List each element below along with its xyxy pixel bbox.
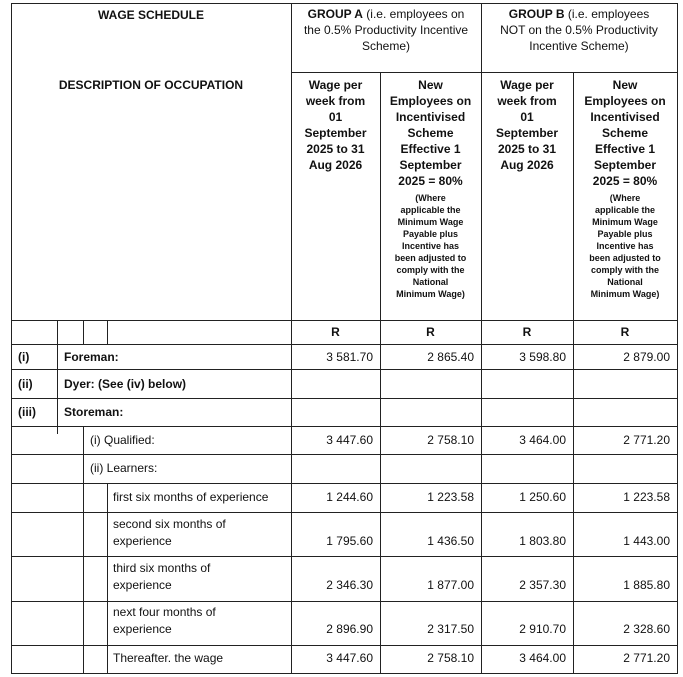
header-line: Effective 1 [594,142,656,156]
group-b-wage: 3 464.00 [519,433,566,447]
note-line: applicable the [594,205,656,215]
currency-label: R [426,325,435,339]
group-b-desc-2: NOT on the 0.5% Productivity [500,23,658,37]
group-a-new: 2 865.40 [427,350,474,364]
header-line: 01 [328,110,343,124]
rule [57,320,58,434]
row-number: (iii) [18,405,36,419]
row-label: (i) Qualified: [90,433,155,447]
group-b-new: 2 328.60 [623,622,670,636]
group-a-new: 1 436.50 [427,534,474,548]
rule [11,369,678,370]
rule [11,483,678,484]
note-line: National [412,277,449,287]
note-line: been adjusted to [589,253,661,263]
note-line: been adjusted to [394,253,467,263]
group-b-new: 2 879.00 [623,350,670,364]
group-a-new: 1 877.00 [427,578,474,592]
note-line: comply with the [396,265,465,275]
group-b-new: 2 771.20 [623,433,670,447]
header-line: week from [305,94,366,108]
rule [11,320,678,321]
description-heading: DESCRIPTION OF OCCUPATION [58,78,244,92]
note-line: applicable the [400,205,461,215]
row-label: second six months of [113,517,226,531]
group-b-desc-3: Incentive Scheme) [529,39,629,53]
group-b-new: 1 223.58 [623,490,670,504]
note-line: Payable plus [402,229,459,239]
rule [677,3,678,674]
group-a-new: 2 317.50 [427,622,474,636]
header-line: September [495,126,559,140]
group-b-new: 2 771.20 [623,651,670,665]
note-line: Incentive has [596,241,654,251]
note-line: Incentive has [401,241,460,251]
header-line: Incentivised [590,110,660,124]
header-line: Wage per [500,78,554,92]
header-line: week from [497,94,557,108]
note-line: Payable plus [597,229,653,239]
header-line: Effective 1 [400,142,461,156]
group-b-desc: (i.e. employees [564,7,650,21]
group-b-heading [481,6,677,22]
group-b-wage: 3 464.00 [519,651,566,665]
rule [11,3,12,674]
note-line: Minimum Wage [592,217,658,227]
rule [11,398,678,399]
rule [11,673,678,674]
group-a-wage: 3 447.60 [326,433,373,447]
group-a-heading [291,6,481,22]
group-b-wage: 1 803.80 [519,534,566,548]
group-a-desc-2: the 0.5% Productivity Incentive [303,23,469,37]
rule [11,454,678,455]
group-a-wage: 2 896.90 [326,622,373,636]
rule [11,426,678,427]
group-b-new: 1 443.00 [623,534,670,548]
header-line: Employees on [584,94,666,108]
group-a-wage: 3 447.60 [326,651,373,665]
group-b-wage: 3 598.80 [519,350,566,364]
rule [107,483,108,674]
header-line: Incentivised [395,110,466,124]
row-label: Foreman: [64,350,119,364]
rule [107,320,108,344]
rule [83,426,84,674]
header-line: 01 [520,110,534,124]
note-line: Minimum Wage) [396,289,465,299]
row-label: (ii) Learners: [90,461,158,475]
header-line: September [304,126,367,140]
header-line: 2025 to 31 [306,142,365,156]
group-b-label: GROUP B [508,7,565,21]
note-line: (Where [415,193,446,203]
header-line: 2025 = 80% [398,174,463,188]
header-line: September [399,158,462,172]
currency-label: R [522,325,532,339]
group-a-wage: 3 581.70 [326,350,373,364]
group-a-desc-3: Scheme) [361,39,411,53]
row-number: (ii) [18,377,33,391]
rule [11,601,678,602]
row-number: (i) [18,350,30,364]
note-line: comply with the [590,265,659,275]
rule [291,72,678,73]
row-label: first six months of experience [113,490,269,504]
group-a-wage: 2 346.30 [326,578,373,592]
row-label-line-2: experience [113,578,172,592]
header-line: New [612,78,638,92]
wage-schedule-heading: WAGE SCHEDULE [97,8,204,22]
row-label: Storeman: [64,405,124,419]
group-a-label: GROUP A [307,7,363,21]
currency-label: R [331,325,340,339]
row-label-line-2: experience [113,622,172,636]
rule [11,3,678,4]
row-label: next four months of [113,605,216,619]
group-b-wage: 1 250.60 [519,490,566,504]
group-b-wage: 2 910.70 [519,622,566,636]
row-label: third six months of [113,561,211,575]
group-b-new: 1 885.80 [623,578,670,592]
group-a-new: 2 758.10 [427,651,474,665]
header-line: Aug 2026 [500,158,554,172]
row-label: Dyer: (See (iv) below) [64,377,187,391]
header-line: 2025 to 31 [497,142,557,156]
header-line: September [593,158,657,172]
header-line: Employees on [389,94,472,108]
note-line: National [607,277,643,287]
group-a-wage: 1 244.60 [326,490,373,504]
rule [11,645,678,646]
header-line: Scheme [601,126,649,140]
rule [11,512,678,513]
note-line: (Where [609,193,641,203]
row-label-line-2: experience [113,534,172,548]
header-line: Aug 2026 [308,158,363,172]
header-line: 2025 = 80% [592,174,658,188]
group-a-desc: (i.e. employees on [362,7,465,21]
note-line: Minimum Wage [397,217,464,227]
rule [83,320,84,344]
header-line: New [418,78,443,92]
group-a-new: 2 758.10 [427,433,474,447]
group-a-wage: 1 795.60 [326,534,373,548]
rule [11,556,678,557]
rule [11,344,678,345]
header-line: Scheme [407,126,454,140]
header-line: Wage per [308,78,363,92]
group-a-new: 1 223.58 [427,490,474,504]
group-b-wage: 2 357.30 [519,578,566,592]
row-label: Thereafter. the wage [113,651,224,665]
currency-label: R [620,325,630,339]
note-line: Minimum Wage) [590,289,660,299]
